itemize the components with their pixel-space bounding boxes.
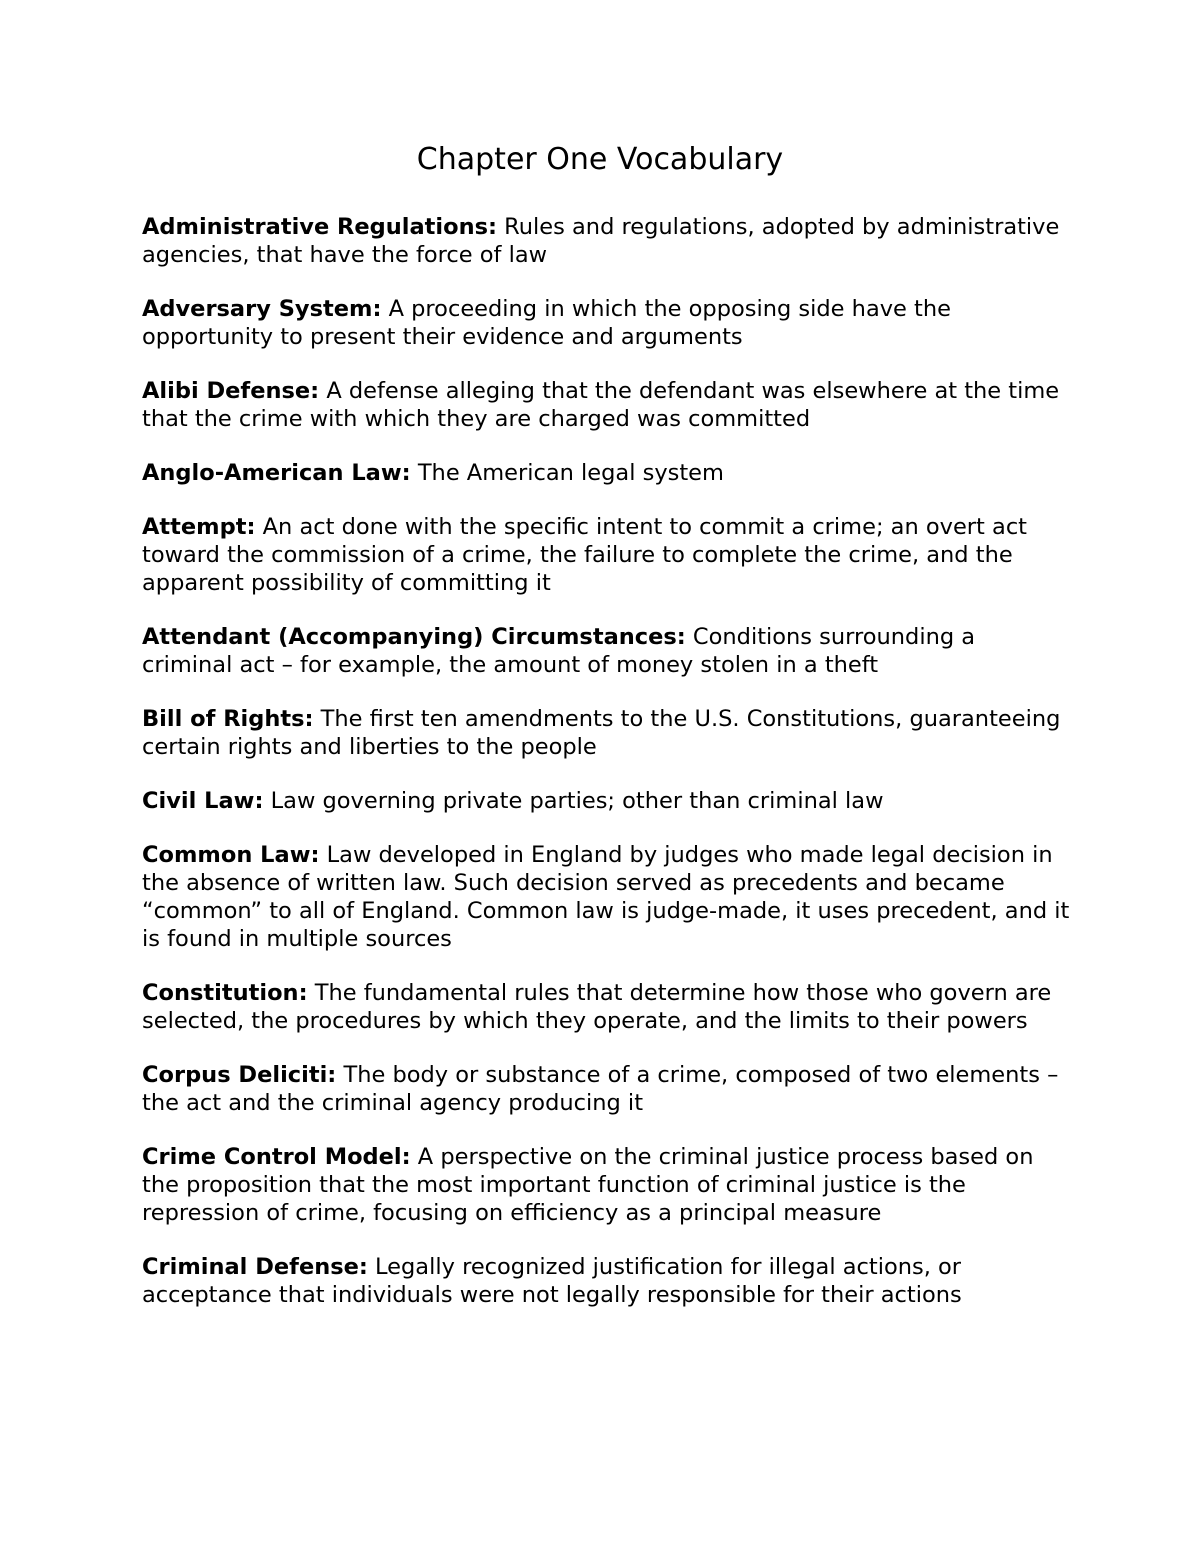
vocabulary-term: Anglo-American Law: <box>142 460 411 486</box>
vocabulary-entry <box>142 377 1072 433</box>
vocabulary-definition: The first ten amendments to the U.S. Constitutions, guaranteeing certain rights and liberties to the people <box>142 706 1061 760</box>
vocabulary-term: Common Law: <box>142 842 320 868</box>
vocabulary-definition: An act done with the specific intent to commit a crime; an overt act toward the commission of a crime, the failure to complete the crime, and the apparent possibility of committing it <box>142 514 1028 596</box>
vocabulary-entry <box>142 295 1072 351</box>
vocabulary-entry <box>142 787 1072 815</box>
vocabulary-term: Alibi Defense: <box>142 378 320 404</box>
vocabulary-entry <box>142 459 1072 487</box>
vocabulary-term: Attendant (Accompanying) Circumstances: <box>142 624 686 650</box>
vocabulary-term: Criminal Defense: <box>142 1254 368 1280</box>
vocabulary-term: Attempt: <box>142 514 256 540</box>
vocabulary-term: Adversary System: <box>142 296 382 322</box>
vocabulary-entry <box>142 1143 1072 1227</box>
vocabulary-definition: A perspective on the criminal justice process based on the proposition that the most important function of criminal justice is the repression of crime, focusing on efficiency as a principal measure <box>142 1144 1034 1226</box>
page-title: Chapter One Vocabulary <box>416 142 784 177</box>
vocabulary-term: Crime Control Model: <box>142 1144 411 1170</box>
vocabulary-list <box>142 213 1072 1335</box>
vocabulary-definition: The body or substance of a crime, composed of two elements – the act and the criminal agency producing it <box>142 1062 1059 1116</box>
vocabulary-definition: The fundamental rules that determine how those who govern are selected, the procedures by which they operate, and the limits to their powers <box>142 980 1052 1034</box>
vocabulary-definition: Rules and regulations, adopted by administrative agencies, that have the force of law <box>142 214 1060 268</box>
vocabulary-term: Civil Law: <box>142 788 264 814</box>
vocabulary-entry <box>142 841 1072 953</box>
vocabulary-entry <box>142 513 1072 597</box>
vocabulary-term: Corpus Deliciti: <box>142 1062 337 1088</box>
vocabulary-definition: A defense alleging that the defendant was elsewhere at the time that the crime with which they are charged was committed <box>142 378 1060 432</box>
vocabulary-definition: Conditions surrounding a criminal act – for example, the amount of money stolen in a theft <box>142 624 976 678</box>
vocabulary-term: Administrative Regulations: <box>142 214 498 240</box>
vocabulary-definition: The American legal system <box>417 460 724 486</box>
vocabulary-entry <box>142 705 1072 761</box>
vocabulary-term: Constitution: <box>142 980 308 1006</box>
vocabulary-definition: A proceeding in which the opposing side have the opportunity to present their evidence and arguments <box>142 296 951 350</box>
vocabulary-definition: Law governing private parties; other than criminal law <box>270 788 884 814</box>
vocabulary-entry <box>142 1061 1072 1117</box>
vocabulary-entry <box>142 623 1072 679</box>
vocabulary-entry <box>142 213 1072 269</box>
vocabulary-term: Bill of Rights: <box>142 706 314 732</box>
vocabulary-entry <box>142 979 1072 1035</box>
vocabulary-entry <box>142 1253 1072 1309</box>
vocabulary-definition: Legally recognized justification for illegal actions, or acceptance that individuals were not legally responsible for their actions <box>142 1254 962 1308</box>
vocabulary-definition: Law developed in England by judges who made legal decision in the absence of written law. Such decision served as precedents and became “common” to all of England. Common law is judge-made, it uses precedent, and it is found in multiple sources <box>142 842 1070 952</box>
